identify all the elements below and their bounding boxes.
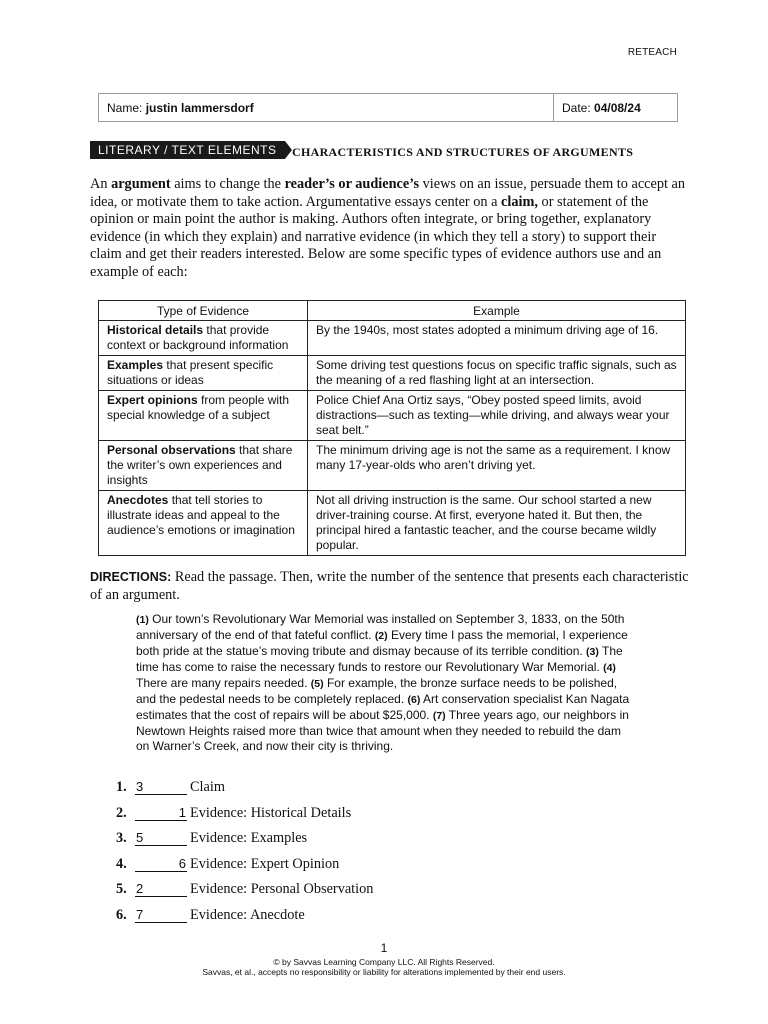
evidence-type-cell xyxy=(99,356,308,391)
evidence-desc: that provide context or background information xyxy=(107,323,289,352)
list-item xyxy=(116,805,373,831)
list-item xyxy=(116,830,373,856)
evidence-desc: that tell stories to illustrate ideas and appeal to the audience’s emotions or imagination xyxy=(107,493,295,537)
evidence-example-cell: Some driving test questions focus on specific traffic signals, such as the meaning of a red flashing light at an intersection. xyxy=(308,356,686,391)
answer-blank[interactable]: 3 xyxy=(135,779,187,795)
intro-bold-term: claim, xyxy=(501,193,538,210)
answer-number: 1. xyxy=(116,779,127,795)
sentence-number: (2) xyxy=(374,630,388,642)
sentence-text: There are many repairs needed. xyxy=(136,676,311,690)
column-header: Type of Evidence xyxy=(99,301,308,321)
evidence-type-cell xyxy=(99,491,308,556)
evidence-term: Expert opinions xyxy=(107,393,198,407)
intro-text: An xyxy=(90,176,112,192)
answer-blank[interactable]: 5 xyxy=(135,830,187,846)
section-tag-arrow xyxy=(285,141,292,159)
date-label: Date: xyxy=(562,101,591,115)
intro-bold-term: argument xyxy=(111,176,171,192)
sentence-text: The time has come to raise the necessary funds to restore our Revolutionary War Memorial. xyxy=(136,644,623,674)
reteach-label: RETEACH xyxy=(627,47,677,58)
page-number: 1 xyxy=(380,941,388,955)
answer-number: 3. xyxy=(116,830,127,847)
table-header-row xyxy=(99,301,686,321)
date-field[interactable] xyxy=(554,94,677,121)
answer-label: Evidence: Historical Details xyxy=(190,804,352,821)
intro-bold-term: reader’s or audience’s xyxy=(284,176,420,192)
name-field[interactable] xyxy=(99,94,554,121)
evidence-type-cell xyxy=(99,441,308,491)
answer-label: Claim xyxy=(190,779,225,795)
sentence-number: (3) xyxy=(586,646,599,658)
evidence-example-cell: Police Chief Ana Ortiz says, “Obey posted speed limits, avoid distractions—such as texting—while driving, and always wear your seat belt.” xyxy=(308,391,686,441)
evidence-desc: that present specific situations or ideas xyxy=(107,358,274,387)
table-row xyxy=(99,441,686,491)
evidence-desc: that share the writer’s own experiences and insights xyxy=(107,443,293,487)
copyright-line: © by Savvas Learning Company LLC. All Rights Reserved. xyxy=(273,957,495,967)
section-tag: LITERARY / TEXT ELEMENTS xyxy=(90,141,285,159)
sentence-number: (5) xyxy=(310,678,324,690)
answer-blank[interactable]: 6 xyxy=(135,856,187,872)
evidence-desc: from people with special knowledge of a subject xyxy=(107,393,290,422)
table-row xyxy=(99,356,686,391)
disclaimer-line: Savvas, et al., accepts no responsibility or liability for alterations implemented by their end users. xyxy=(202,967,566,977)
sentence-text: Every time I pass the memorial, I experience both pride at the statue’s moving tribute and dismay because of its terrible condition. xyxy=(136,628,628,658)
evidence-type-cell xyxy=(99,321,308,356)
evidence-example-cell: By the 1940s, most states adopted a minimum driving age of 16. xyxy=(308,321,686,356)
evidence-term: Historical details xyxy=(107,323,204,337)
sentence-number: (6) xyxy=(407,694,421,706)
evidence-type-cell xyxy=(99,391,308,441)
answer-blank[interactable]: 7 xyxy=(135,907,187,923)
evidence-example-cell: Not all driving instruction is the same. Our school started a new driver-training course. At first, everyone hated it. But then, the principal hired a fantastic teacher, and the course became wildly popular. xyxy=(308,491,686,556)
directions-label: DIRECTIONS: xyxy=(90,570,172,584)
answer-number: 4. xyxy=(116,855,127,872)
answer-label: Evidence: Examples xyxy=(190,830,308,847)
evidence-example-cell: The minimum driving age is not the same as a requirement. I know many 17-year-olds who aren’t driving yet. xyxy=(308,441,686,491)
table-row xyxy=(99,321,686,356)
sentence-text: Art conservation specialist Kan Nagata estimates that the cost of repairs will be about $25,000. xyxy=(136,692,630,722)
answer-list xyxy=(116,779,373,933)
intro-text: views on an issue, persuade them to accept an idea, or motivate them to take action. Argumentative essays center on a xyxy=(90,176,686,210)
name-date-box xyxy=(98,93,678,122)
date-value[interactable]: 04/08/24 xyxy=(594,101,641,115)
answer-label: Evidence: Expert Opinion xyxy=(190,855,340,872)
intro-text: or statement of the opinion or main point the author is making. Authors often integrate, or bring together, explanatory evidence (in which they explain) and narrative evidence (in which they tell a story) to support their claim and get their readers interested. Below are some specific types of evidence authors use and an example of each: xyxy=(90,193,662,280)
answer-number: 2. xyxy=(116,804,127,821)
list-item xyxy=(116,881,373,907)
section-title: CHARACTERISTICS AND STRUCTURES OF ARGUMENTS xyxy=(292,145,634,159)
directions xyxy=(90,568,690,604)
evidence-table xyxy=(98,300,686,556)
evidence-term: Personal observations xyxy=(107,443,236,457)
answer-number: 6. xyxy=(116,906,127,923)
sentence-text: Three years ago, our neighbors in Newtown Heights raised more than twice that amount when they needed to rebuild the dam on Warner’s Creek, and now their city is thriving. xyxy=(136,708,629,753)
answer-blank[interactable]: 1 xyxy=(135,805,187,821)
section-header xyxy=(90,141,680,159)
answer-label: Evidence: Anecdote xyxy=(190,906,305,923)
directions-text: Read the passage. Then, write the number of the sentence that presents each characteristic of an argument. xyxy=(90,569,689,603)
table-row xyxy=(99,491,686,556)
evidence-term: Examples xyxy=(107,358,164,372)
name-value[interactable]: justin lammersdorf xyxy=(145,101,254,115)
passage xyxy=(136,612,636,754)
answer-number: 5. xyxy=(116,881,127,898)
answer-blank[interactable]: 2 xyxy=(135,881,187,897)
list-item xyxy=(116,779,373,805)
sentence-number: (4) xyxy=(603,662,616,674)
sentence-text: Our town’s Revolutionary War Memorial was installed on September 3, 1833, on the 50th anniversary of the end of that fateful conflict. xyxy=(136,612,625,642)
list-item xyxy=(116,856,373,882)
table-row xyxy=(99,391,686,441)
sentence-number: (1) xyxy=(136,614,149,626)
list-item xyxy=(116,907,373,933)
sentence-text: For example, the bronze surface needs to be polished, and the pedestal needs to be completely replaced. xyxy=(136,676,618,706)
evidence-term: Anecdotes xyxy=(107,493,169,507)
answer-label: Evidence: Personal Observation xyxy=(190,881,374,898)
sentence-number: (7) xyxy=(432,710,446,722)
name-label: Name: xyxy=(107,101,143,115)
intro-paragraph xyxy=(90,176,690,282)
column-header: Example xyxy=(308,301,686,321)
intro-text: aims to change the xyxy=(170,176,285,192)
